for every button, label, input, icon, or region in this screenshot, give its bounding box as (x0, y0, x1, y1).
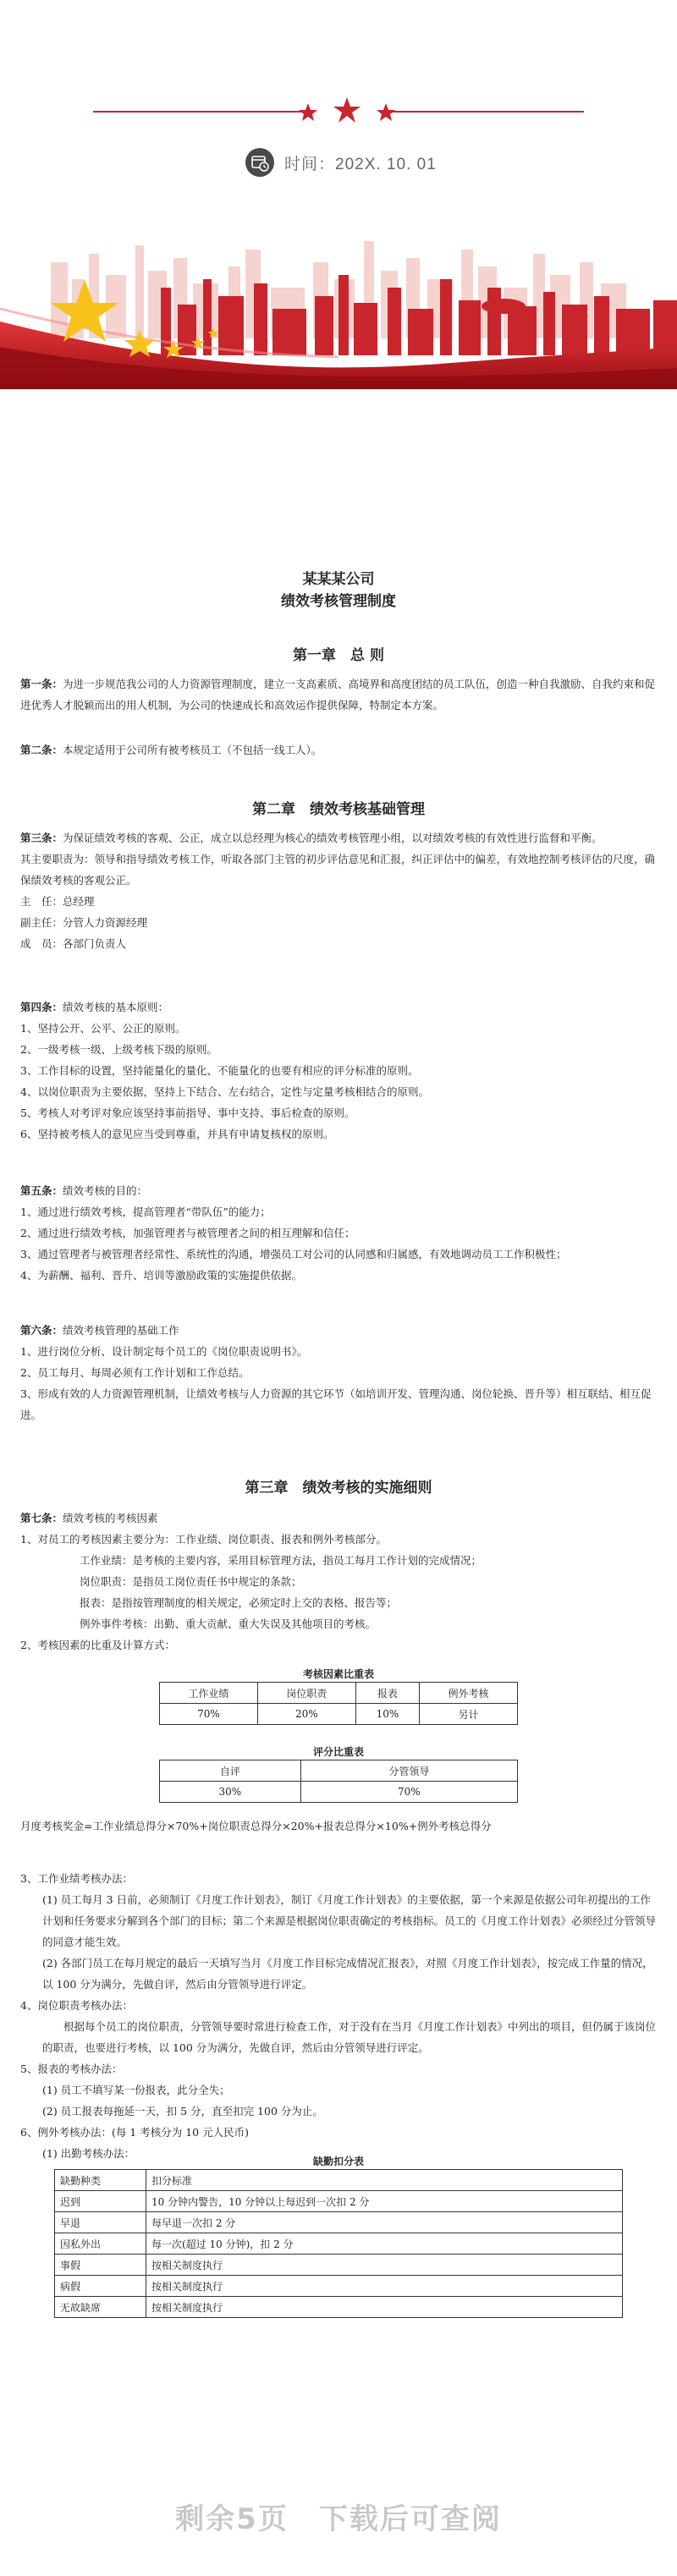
list-item: 4、为薪酬、福利、晋升、培训等激励政策的实施提供依据。 (20, 1269, 302, 1282)
weight-table (159, 1682, 518, 1725)
list-item: 4、以岗位职责为主要依据，坚持上下结合、左右结合，定性与定量考核相结合的原则。 (20, 1085, 429, 1098)
chapter-1-heading: 第一章 总 则 (293, 647, 384, 664)
chapter-2-heading: 第二章 绩效考核基础管理 (252, 801, 425, 818)
member-vice-director: 副主任：分管人力资源经理 (20, 916, 148, 929)
list-item: 2、员工每月、每周必须有工作计划和工作总结。 (20, 1366, 250, 1379)
table-1-caption: 考核因素比重表 (302, 1668, 374, 1680)
right-divider-line (381, 111, 584, 113)
publish-time: 时间：202X. 10. 01 (284, 155, 437, 173)
member-members: 成 员：各部门负责人 (20, 937, 127, 950)
table-row: 工作业绩 岗位职责 报表 例外考核 (160, 1683, 518, 1704)
table-row: 缺勤种类 扣分标准 (55, 2170, 623, 2191)
table-row: 30% 70% (160, 1782, 518, 1803)
list-item: 5、考核人对考评对象应该坚持事前指导、事中支持、事后检查的原则。 (20, 1107, 355, 1119)
article-7: 第七条：绩效考核的考核因素 1、对员工的考核因素主要分为：工作业绩、岗位职责、报表和例外考核部分。 工作业绩：是考核的主要内容，采用目标管理方法，指员工每月工作计划的完成情况； 岗位职责：是指员工岗位责任书中规定的条款； 报表：是指按管理制度的相关规定，必须定时上交的表格、报告等； 例外事件考核：出勤、重大贡献、重大失误及其他项目的考核。 2、考核因素的比重及计算方式： (20, 1512, 482, 1651)
article-7-details: 3、工作业绩考核办法： (1) 员工每月 3 日前，必须制订《月度工作计划表》，制订《月度工作计划表》的主要依据，第一个来源是依据公司年初提出的工作计划和任务要求分解到各个部门的目标；第二个来源是根据岗位职责确定的考核指标。员工的《月度工作计划表》必须经过分管领导的同意才能生效。 (2) 各部门员工在每月规定的最后一天填写当月《月度工作目标完成情况汇报表》，对照《月度工作计划表》，按完成工作量的情况，以 100 分为满分，先做自评，然后由分管领导进行评定。 4、岗位职责考核办法： 根据每个员工的岗位职责，分管领导要时常进行检查工作，对于没有在当月《月度工作计划表》中列出的项目，但仍属于该岗位的职责，也要进行考核，以 100 分为满分，先做自评，然后由分管领导进行评定。 5、报表的考核办法： (1) 员工不填写某一份报表，此分全失； (2) 员工报表每拖延一天，扣 5 分，直至扣完 100 分为止。 6、例外考核办法：(每 1 考核分为 10 元人民币) (1) 出勤考核办法： (20, 1872, 657, 2160)
list-item: 3、通过管理者与被管理者经常性、系统性的沟通，增强员工对公司的认同感和归属感，有效地调动员工工作积极性； (20, 1248, 567, 1261)
table-row: 自评 分管领导 (160, 1760, 518, 1782)
company-name: 某某某公司 (302, 571, 375, 588)
city-skyline-banner (0, 228, 677, 389)
chapter-3-heading: 第三章 绩效考核的实施细则 (245, 1480, 432, 1497)
member-director: 主 任：总经理 (20, 895, 95, 908)
list-item: 1、进行岗位分析、设计制定每个员工的《岗位职责说明书》。 (20, 1345, 308, 1358)
stars-icon (296, 95, 398, 129)
article-4: 第四条：绩效考核的基本原则： 1、坚持公开、公平、公正的原则。 2、一级考核一级、上级考核下级的原则。 3、工作目标的设置，坚持能量化的量化、不能量化的也要有相应的评分标准的原则。 4、以岗位职责为主要依据，坚持上下结合、左右结合，定性与定量考核相结合的原则。 5、考核人对考评对象应该坚持事前指导、事中支持、事后检查的原则。 6、坚持被考核人的意见应当受到尊重，并具有申请复核权的原则。 (20, 997, 657, 1145)
list-item: 2、一级考核一级、上级考核下级的原则。 (20, 1043, 217, 1056)
article-3: 第三条：为保证绩效考核的客观、公正，成立以总经理为核心的绩效考核管理小组，以对绩效考核的有效性进行监督和平衡。 其主要职责为：领导和指导绩效考核工作，听取各部门主管的初步评估意见和汇报，纠正评估中的偏差，有效地控制考核评估的尺度，确保绩效考核的客观公正。 主 任：总经理 副主任：分管人力资源经理 成 员：各部门负责人 (20, 827, 657, 954)
document-title: 绩效考核管理制度 (281, 593, 396, 610)
table-2-caption: 评分比重表 (312, 1746, 364, 1758)
calendar-clock-icon (245, 148, 274, 177)
table-row: 迟到 10 分钟内警告，10 分钟以上每迟到一次扣 2 分 (55, 2191, 623, 2212)
download-to-read-more[interactable]: 剩余5页 下载后可查阅 (175, 2502, 502, 2536)
article-6: 第六条：绩效考核管理的基础工作 1、进行岗位分析、设计制定每个员工的《岗位职责说明书》。 2、员工每月、每周必须有工作计划和工作总结。 3、形成有效的人力资源管理机制，让绩效考核与人力资源的其它环节（如培训开发、管理沟通、岗位轮换、晋升等）相互联结、相互促进。 (20, 1320, 657, 1425)
list-item: 3、工作目标的设置，坚持能量化的量化、不能量化的也要有相应的评分标准的原则。 (20, 1064, 419, 1077)
list-item: 6、坚持被考核人的意见应当受到尊重，并具有申请复核权的原则。 (20, 1128, 334, 1140)
header (0, 0, 677, 389)
table-row: 病假 按相关制度执行 (55, 2276, 623, 2297)
bonus-formula: 月度考核奖金=工作业绩总得分×70%+岗位职责总得分×20%+报表总得分×10%+例外考核总得分 (20, 1820, 492, 1832)
article-5: 第五条：绩效考核的目的： 1、通过进行绩效考核，提高管理者“带队伍”的能力； 2、通过进行绩效考核，加强管理者与被管理者之间的相互理解和信任； 3、通过管理者与被管理者经常性、系统性的沟通，增强员工对公司的认同感和归属感，有效地调动员工工作积极性； 4、为薪酬、福利、晋升、培训等激励政策的实施提供依据。 (20, 1180, 657, 1286)
table-row: 事假 按相关制度执行 (55, 2255, 623, 2276)
table-row: 70% 20% 10% 另计 (160, 1704, 518, 1725)
time-row (245, 147, 437, 178)
table-row: 因私外出 每一次(超过 10 分钟)，扣 2 分 (55, 2233, 623, 2255)
score-weight-table (159, 1760, 518, 1803)
table-row: 无故缺席 按相关制度执行 (55, 2297, 623, 2318)
article-1: 第一条：为进一步规范我公司的人力资源管理制度，建立一支高素质、高境界和高度团结的员工队伍，创造一种自我激励、自我约束和促进优秀人才脱颖而出的用人机制，为公司的快速成长和高效运作提供保障，特制定本方案。 (20, 678, 656, 711)
table-row: 早退 每早退一次扣 2 分 (55, 2212, 623, 2233)
list-item: 1、坚持公开、公平、公正的原则。 (20, 1022, 186, 1035)
absence-table (54, 2169, 623, 2318)
table-3-caption: 缺勤扣分表 (312, 2156, 364, 2167)
list-item: 3、形成有效的人力资源管理机制，让绩效考核与人力资源的其它环节（如培训开发、管理沟通、岗位轮换、晋升等）相互联结、相互促进。 (20, 1387, 652, 1421)
list-item: 1、通过进行绩效考核，提高管理者“带队伍”的能力； (20, 1206, 271, 1218)
list-item: 2、通过进行绩效考核，加强管理者与被管理者之间的相互理解和信任； (20, 1227, 355, 1239)
left-divider-line (93, 111, 303, 113)
article-2: 第二条：本规定适用于公司所有被考核员工（不包括一线工人）。 (20, 744, 322, 756)
